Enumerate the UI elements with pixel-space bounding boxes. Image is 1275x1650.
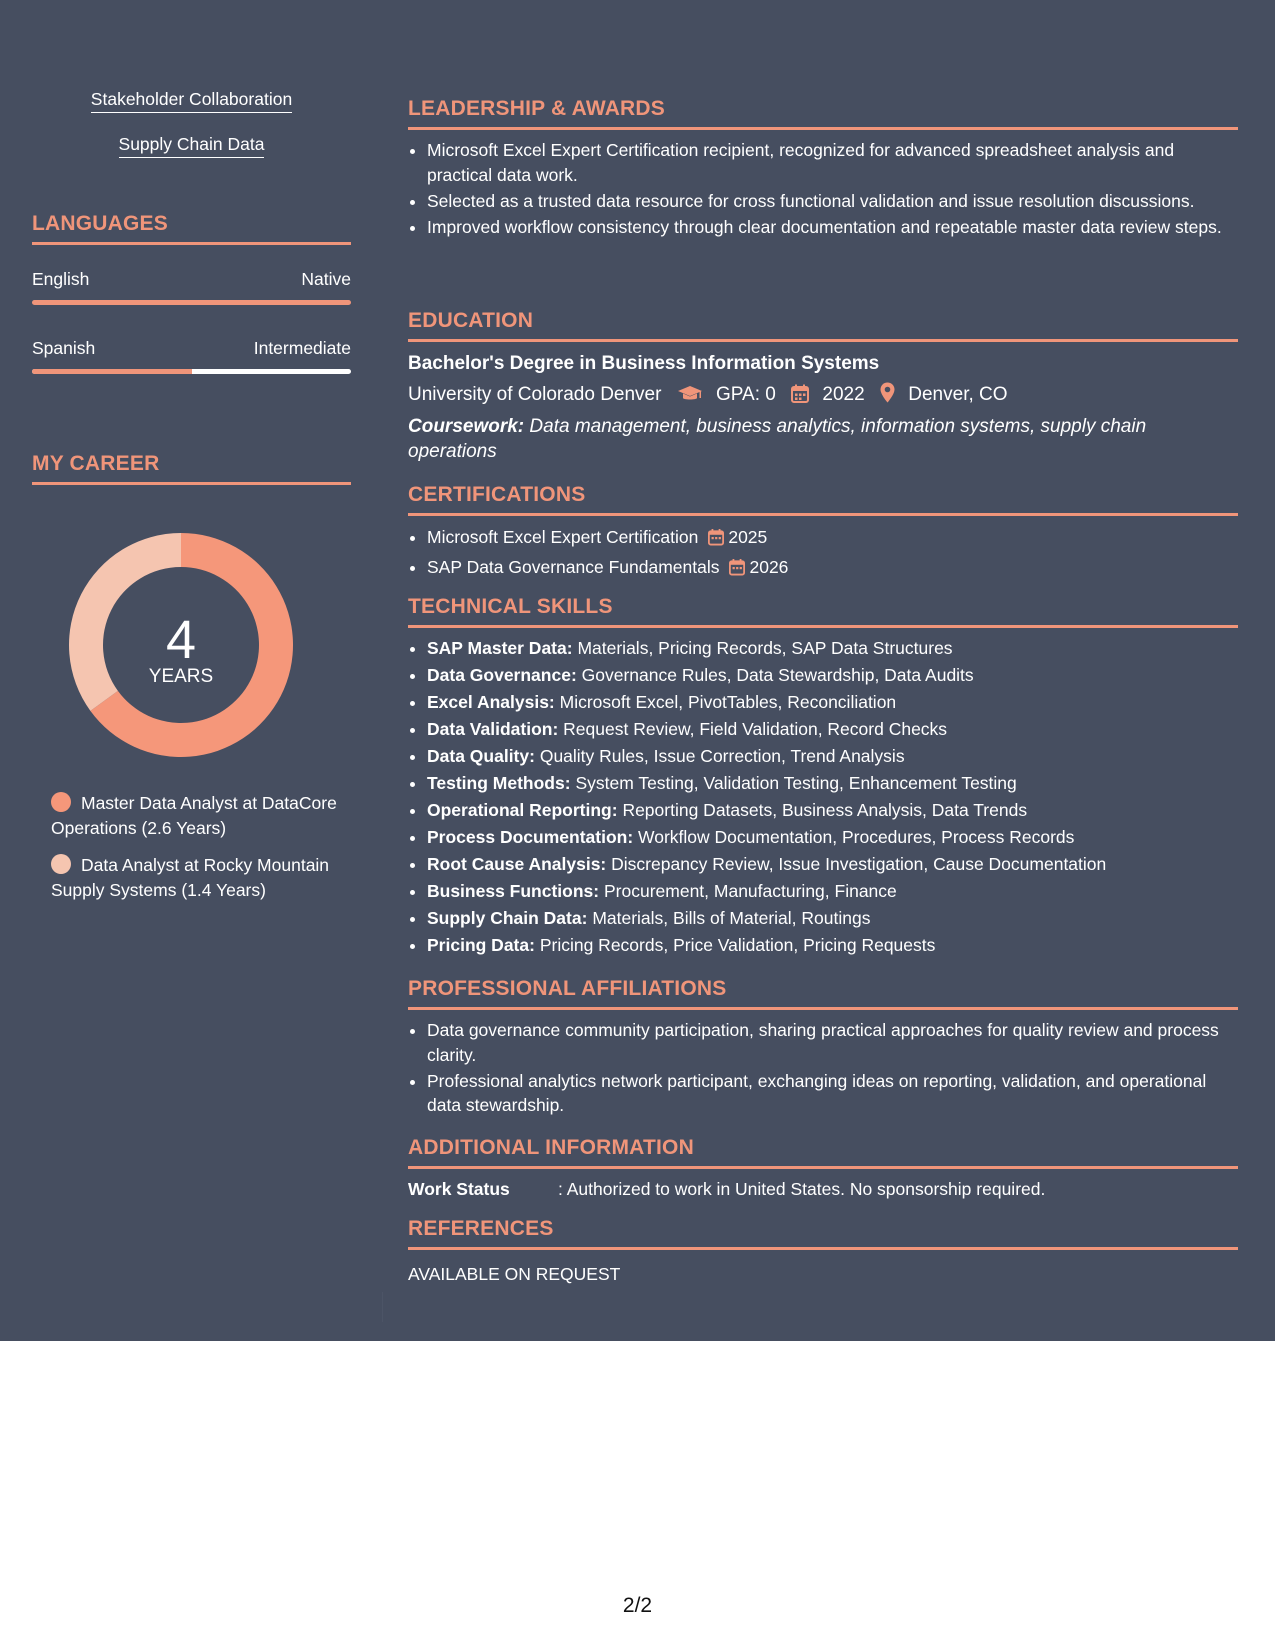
career-total-unit: YEARS <box>148 666 214 687</box>
references-section <box>408 1217 1238 1286</box>
skill-label: Root Cause Analysis: <box>427 854 607 874</box>
skill-tag-label: Stakeholder Collaboration <box>91 88 292 113</box>
career-role-label: Master Data Analyst at DataCore Operations (2.6 Years) <box>51 793 337 838</box>
list-item: • Selected as a trusted data resource for cross functional validation and issue resolution discussions. <box>427 189 1238 214</box>
skill-label: Business Functions: <box>427 881 600 901</box>
calendar-icon <box>729 558 745 583</box>
calendar-icon <box>791 384 809 410</box>
work-status-row <box>408 1177 1238 1201</box>
certification-name: Microsoft Excel Expert Certification <box>427 527 699 547</box>
work-status-label: Work Status <box>408 1179 510 1199</box>
graduation-year: 2022 <box>822 384 865 405</box>
work-status-value: : Authorized to work in United States. No sponsorship required. <box>558 1179 1046 1199</box>
career-total-value: 4 <box>165 610 197 670</box>
list-item: • Microsoft Excel Expert Certification recipient, recognized for advanced spreadsheet analysis and practical data work. <box>427 138 1238 187</box>
skill-label: Supply Chain Data: <box>427 908 588 928</box>
skill-label: Process Documentation: <box>427 827 634 847</box>
skill-tag <box>32 88 351 113</box>
language-level: Native <box>301 269 351 289</box>
education-section <box>408 309 1238 464</box>
skill-label: Data Governance: <box>427 665 577 685</box>
language-proficiency-fill <box>32 300 351 305</box>
affiliations-section <box>408 977 1238 1119</box>
skill-value: Quality Rules, Issue Correction, Trend Analysis <box>539 746 905 766</box>
school-name: University of Colorado Denver <box>408 384 662 405</box>
list-item <box>427 852 1238 877</box>
career-role-label: Data Analyst at Rocky Mountain Supply Systems (1.4 Years) <box>51 855 330 900</box>
skill-value: Materials, Pricing Records, SAP Data Structures <box>577 638 953 658</box>
skill-value: Governance Rules, Data Stewardship, Data Audits <box>581 665 974 685</box>
skill-value: Microsoft Excel, PivotTables, Reconciliation <box>559 692 897 712</box>
additional-info-heading: ADDITIONAL INFORMATION <box>408 1136 1238 1169</box>
skill-value: Discrepancy Review, Issue Investigation, Cause Documentation <box>611 854 1107 874</box>
list-item: • Professional analytics network participant, exchanging ideas on reporting, validation, and operational data stewardship. <box>427 1069 1238 1118</box>
list-item <box>427 744 1238 769</box>
skill-value: Request Review, Field Validation, Record Checks <box>563 719 948 739</box>
languages-heading: LANGUAGES <box>32 212 351 245</box>
skill-value: Pricing Records, Price Validation, Pricing Requests <box>539 935 936 955</box>
technical-skills-section <box>408 595 1238 960</box>
certification-year: 2025 <box>728 527 768 547</box>
certifications-section <box>408 483 1238 584</box>
calendar-icon <box>708 528 724 553</box>
list-item <box>427 690 1238 715</box>
skill-label: SAP Master Data: <box>427 638 573 658</box>
language-level: Intermediate <box>253 338 351 358</box>
skill-value: Procurement, Manufacturing, Finance <box>603 881 897 901</box>
legend-dot-icon <box>51 854 71 874</box>
skill-value: Materials, Bills of Material, Routings <box>592 908 871 928</box>
additional-info-section <box>408 1136 1238 1201</box>
list-item: • Improved workflow consistency through clear documentation and repeatable master data review steps. <box>427 215 1238 240</box>
career-legend-item <box>51 853 341 902</box>
list-item <box>427 663 1238 688</box>
leadership-section <box>408 97 1238 241</box>
list-item <box>427 933 1238 958</box>
leadership-heading: LEADERSHIP & AWARDS <box>408 97 1238 130</box>
legend-dot-icon <box>51 792 71 812</box>
graduation-cap-icon <box>677 385 703 410</box>
skill-label: Pricing Data: <box>427 935 535 955</box>
skill-tag <box>32 133 351 158</box>
list-item <box>427 771 1238 796</box>
page-number: 2/2 <box>622 1594 653 1617</box>
list-item: • Data governance community participation, sharing practical approaches for quality review and process clarity. <box>427 1018 1238 1067</box>
list-item <box>427 879 1238 904</box>
language-name: Spanish <box>32 338 96 358</box>
list-item <box>427 525 1238 553</box>
career-donut-chart <box>66 530 296 760</box>
map-pin-icon <box>880 382 895 410</box>
career-legend-item <box>51 791 341 840</box>
skill-label: Data Quality: <box>427 746 535 766</box>
gpa-value: GPA: 0 <box>716 384 776 405</box>
list-item <box>427 555 1238 583</box>
skill-label: Testing Methods: <box>427 773 571 793</box>
skill-value: Workflow Documentation, Procedures, Process Records <box>638 827 1075 847</box>
education-heading: EDUCATION <box>408 309 1238 342</box>
skill-tag-label: Supply Chain Data <box>119 133 265 158</box>
skill-label: Excel Analysis: <box>427 692 555 712</box>
column-divider <box>382 1292 383 1322</box>
references-heading: REFERENCES <box>408 1217 1238 1250</box>
degree-title: Bachelor's Degree in Business Information Systems <box>408 353 880 374</box>
list-item <box>427 717 1238 742</box>
language-proficiency-fill <box>32 369 192 374</box>
list-item <box>427 798 1238 823</box>
list-item <box>427 906 1238 931</box>
career-heading: MY CAREER <box>32 452 351 485</box>
certifications-list <box>408 525 1238 582</box>
certification-name: SAP Data Governance Fundamentals <box>427 556 720 577</box>
certifications-heading: CERTIFICATIONS <box>408 483 1238 516</box>
technical-skills-heading: TECHNICAL SKILLS <box>408 595 1238 628</box>
language-proficiency-bar <box>32 369 351 374</box>
coursework <box>408 415 1238 464</box>
skill-label: Data Validation: <box>427 719 559 739</box>
education-meta <box>408 382 1238 410</box>
leadership-list <box>408 138 1238 239</box>
school-location: Denver, CO <box>908 384 1008 405</box>
skill-value: Reporting Datasets, Business Analysis, Data Trends <box>622 800 1028 820</box>
list-item <box>427 636 1238 661</box>
language-proficiency-bar <box>32 300 351 305</box>
certification-year: 2026 <box>749 556 789 577</box>
references-text: AVAILABLE ON REQUEST <box>408 1264 621 1284</box>
affiliations-list <box>408 1018 1238 1118</box>
affiliations-heading: PROFESSIONAL AFFILIATIONS <box>408 977 1238 1010</box>
list-item <box>427 825 1238 850</box>
coursework-label: Coursework: <box>408 416 525 437</box>
language-name: English <box>32 269 90 289</box>
coursework-text: Data management, business analytics, information systems, supply chain operations <box>408 416 1147 462</box>
technical-skills-list <box>408 636 1238 958</box>
skill-value: System Testing, Validation Testing, Enhancement Testing <box>575 773 1017 793</box>
skill-label: Operational Reporting: <box>427 800 618 820</box>
